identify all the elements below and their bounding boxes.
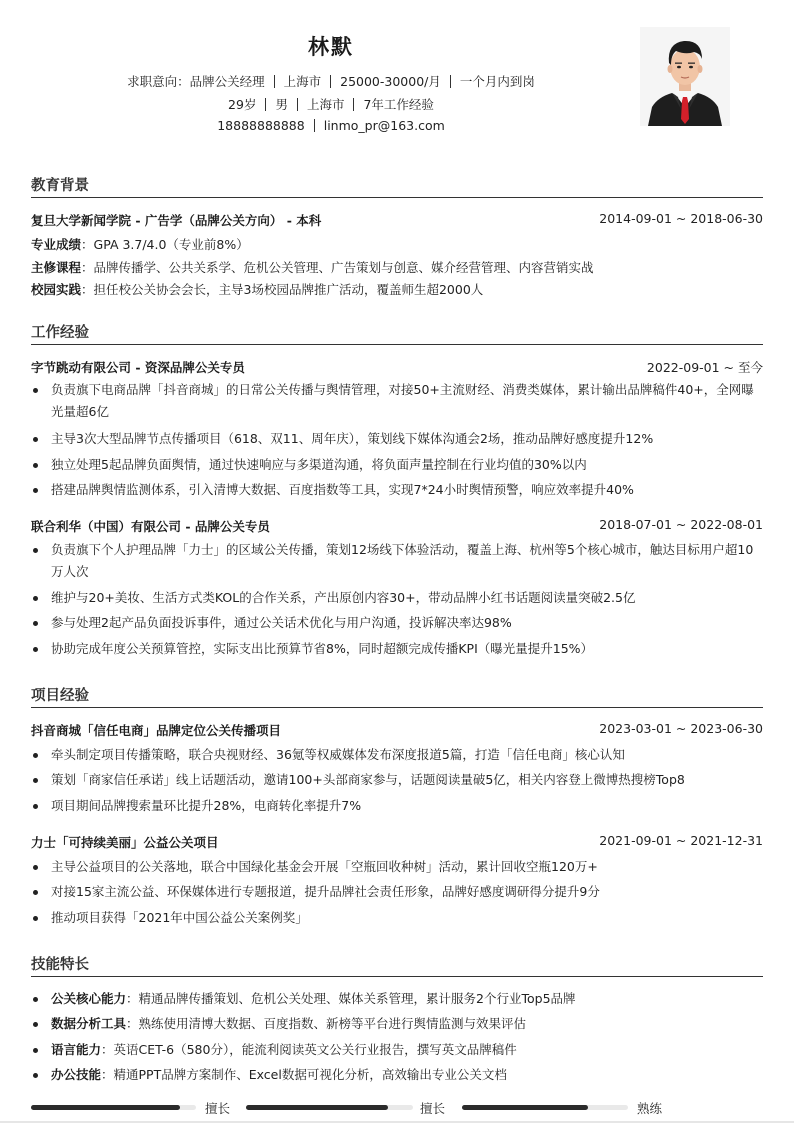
skill-label: 公关核心能力 <box>51 991 127 1006</box>
item-label: 主修课程 <box>31 260 82 275</box>
education-date: 2014-09-01 ~ 2018-06-30 <box>599 211 763 226</box>
intention-salary: 25000-30000/月 <box>340 74 441 89</box>
skill-desc: ：熟练使用清博大数据、百度指数、新榜等平台进行舆情监测与效果评估 <box>126 1016 527 1031</box>
divider <box>265 98 266 111</box>
bullet-icon <box>33 890 38 895</box>
skill-bar-2 <box>246 1105 413 1110</box>
skill-label: 数据分析工具 <box>51 1016 127 1031</box>
section-divider <box>31 197 763 198</box>
bullet-icon <box>33 596 38 601</box>
phone: 18888888888 <box>217 118 305 133</box>
list-item: 协助完成年度公关预算管控，实际支出比预算节省8%，同时超额完成传播KPI（曝光量提升15%） <box>31 638 763 660</box>
skill-bar-1 <box>31 1105 196 1110</box>
item-value: ：GPA 3.7/4.0（专业前8%） <box>81 237 249 252</box>
candidate-name: 林默 <box>308 35 354 59</box>
section-divider <box>31 344 763 345</box>
project-date: 2021-09-01 ~ 2021-12-31 <box>599 833 763 848</box>
skill-desc: ：精通品牌传播策划、危机公关处理、媒体关系管理，累计服务2个行业Top5品牌 <box>126 991 576 1006</box>
job-date: 2022-09-01 ~ 至今 <box>646 360 763 375</box>
divider <box>314 119 315 132</box>
avatar <box>640 27 730 126</box>
section-divider <box>31 707 763 708</box>
list-item: 主导公益项目的公关落地，联合中国绿化基金会开展「空瓶回收种树」活动，累计回收空瓶120万+ <box>31 856 763 878</box>
school-degree: 复旦大学新闻学院 - 广告学（品牌公关方向） - 本科 <box>31 213 322 228</box>
bullet-icon <box>33 647 38 652</box>
intention-availability: 一个月内到岗 <box>459 74 535 89</box>
divider <box>274 75 275 88</box>
section-title-education: 教育背景 <box>31 178 89 194</box>
skill-item <box>31 1013 763 1035</box>
skill-item <box>31 1064 763 1086</box>
project-title: 力士「可持续美丽」公益公关项目 <box>31 835 219 850</box>
divider <box>297 98 298 111</box>
intention-position: 求职意向：品牌公关经理 <box>127 74 265 89</box>
skill-level-2: 擅长 <box>420 1101 446 1116</box>
project-date: 2023-03-01 ~ 2023-06-30 <box>599 721 763 736</box>
experience-years: 7年工作经验 <box>363 97 434 112</box>
gender: 男 <box>275 97 288 112</box>
skill-bar-3 <box>462 1105 628 1110</box>
section-title-skills: 技能特长 <box>31 957 89 973</box>
list-item: 独立处理5起品牌负面舆情，通过快速响应与多渠道沟通，将负面声量控制在行业均值的30%以内 <box>31 454 763 476</box>
list-item: 主导3次大型品牌节点传播项目（618、双11、周年庆），策划线下媒体沟通会2场，推动品牌好感度提升12% <box>31 428 763 450</box>
project-title: 抖音商城「信任电商」品牌定位公关传播项目 <box>31 723 282 738</box>
item-value: ：担任校公关协会会长，主导3场校园品牌推广活动，覆盖师生超2000人 <box>81 282 484 297</box>
job-header <box>31 517 763 535</box>
skill-desc: ：英语CET-6（580分），能流利阅读英文公关行业报告，撰写英文品牌稿件 <box>101 1042 517 1057</box>
bullet-icon <box>33 1073 38 1078</box>
item-label: 校园实践 <box>31 282 82 297</box>
skill-bar-fill <box>31 1105 180 1110</box>
skill-item <box>31 988 763 1010</box>
bullet-icon <box>33 804 38 809</box>
contact-line <box>0 118 662 133</box>
list-item: 搭建品牌舆情监测体系，引入清博大数据、百度指数等工具，实现7*24小时舆情预警，响应效率提升40% <box>31 479 763 501</box>
education-header <box>31 211 763 229</box>
intention-city: 上海市 <box>283 74 322 89</box>
project-header <box>31 721 763 739</box>
skill-level-3: 熟练 <box>637 1101 663 1116</box>
skill-bar-fill <box>462 1105 588 1110</box>
bullet-icon <box>33 463 38 468</box>
bullet-icon <box>33 753 38 758</box>
skill-desc: ：精通PPT品牌方案制作、Excel数据可视化分析，高效输出专业公关文档 <box>101 1067 507 1082</box>
age: 29岁 <box>228 97 257 112</box>
job-date: 2018-07-01 ~ 2022-08-01 <box>599 517 763 532</box>
list-item: 推动项目获得「2021年中国公益公关案例奖」 <box>31 907 763 929</box>
location: 上海市 <box>306 97 345 112</box>
project-header <box>31 833 763 851</box>
bullet-icon <box>33 778 38 783</box>
item-label: 专业成绩 <box>31 237 82 252</box>
bullet-icon <box>33 548 38 553</box>
skill-bar-fill <box>246 1105 388 1110</box>
list-item: 负责旗下个人护理品牌「力士」的区域公关传播，策划12场线下体验活动，覆盖上海、杭州等5个核心城市，触达目标用户超10万人次 <box>31 539 763 583</box>
list-item: 项目期间品牌搜索量环比提升28%，电商转化率提升7% <box>31 795 763 817</box>
divider <box>450 75 451 88</box>
section-title-work: 工作经验 <box>31 325 89 341</box>
item-value: ：品牌传播学、公共关系学、危机公关管理、广告策划与创意、媒介经营管理、内容营销实战 <box>81 260 594 275</box>
bullet-icon <box>33 865 38 870</box>
education-item <box>31 235 249 253</box>
list-item: 牵头制定项目传播策略，联合央视财经、36氪等权威媒体发布深度报道5篇，打造「信任电商」核心认知 <box>31 744 763 766</box>
job-title: 字节跳动有限公司 - 资深品牌公关专员 <box>31 360 245 375</box>
list-item: 对接15家主流公益、环保媒体进行专题报道，提升品牌社会责任形象，品牌好感度调研得分提升9分 <box>31 881 763 903</box>
section-title-projects: 项目经验 <box>31 688 89 704</box>
list-item: 负责旗下电商品牌「抖音商城」的日常公关传播与舆情管理，对接50+主流财经、消费类媒体，累计输出品牌稿件40+，全网曝光量超6亿 <box>31 379 763 423</box>
skill-label: 办公技能 <box>51 1067 102 1082</box>
skill-item <box>31 1039 763 1061</box>
bullet-icon <box>33 621 38 626</box>
section-divider <box>31 976 763 977</box>
bullet-icon <box>33 488 38 493</box>
skill-label: 语言能力 <box>51 1042 102 1057</box>
list-item: 策划「商家信任承诺」线上话题活动，邀请100+头部商家参与，话题阅读量破5亿，相关内容登上微博热搜榜Top8 <box>31 769 763 791</box>
job-header <box>31 358 763 376</box>
education-item <box>31 280 483 298</box>
list-item: 参与处理2起产品负面投诉事件，通过公关话术优化与用户沟通，投诉解决率达98% <box>31 612 763 634</box>
job-intention-line <box>0 72 662 90</box>
personal-info-line <box>0 95 662 113</box>
divider <box>353 98 354 111</box>
bullet-icon <box>33 1048 38 1053</box>
divider <box>330 75 331 88</box>
job-title: 联合利华（中国）有限公司 - 品牌公关专员 <box>31 519 270 534</box>
bullet-icon <box>33 388 38 393</box>
bullet-icon <box>33 1022 38 1027</box>
bullet-icon <box>33 916 38 921</box>
bullet-icon <box>33 437 38 442</box>
email: linmo_pr@163.com <box>323 118 445 133</box>
avatar-photo-icon <box>640 27 730 126</box>
bullet-icon <box>33 997 38 1002</box>
list-item: 维护与20+美妆、生活方式类KOL的合作关系，产出原创内容30+，带动品牌小红书话题阅读量突破2.5亿 <box>31 587 763 609</box>
skill-level-1: 擅长 <box>205 1101 231 1116</box>
education-item <box>31 258 594 276</box>
